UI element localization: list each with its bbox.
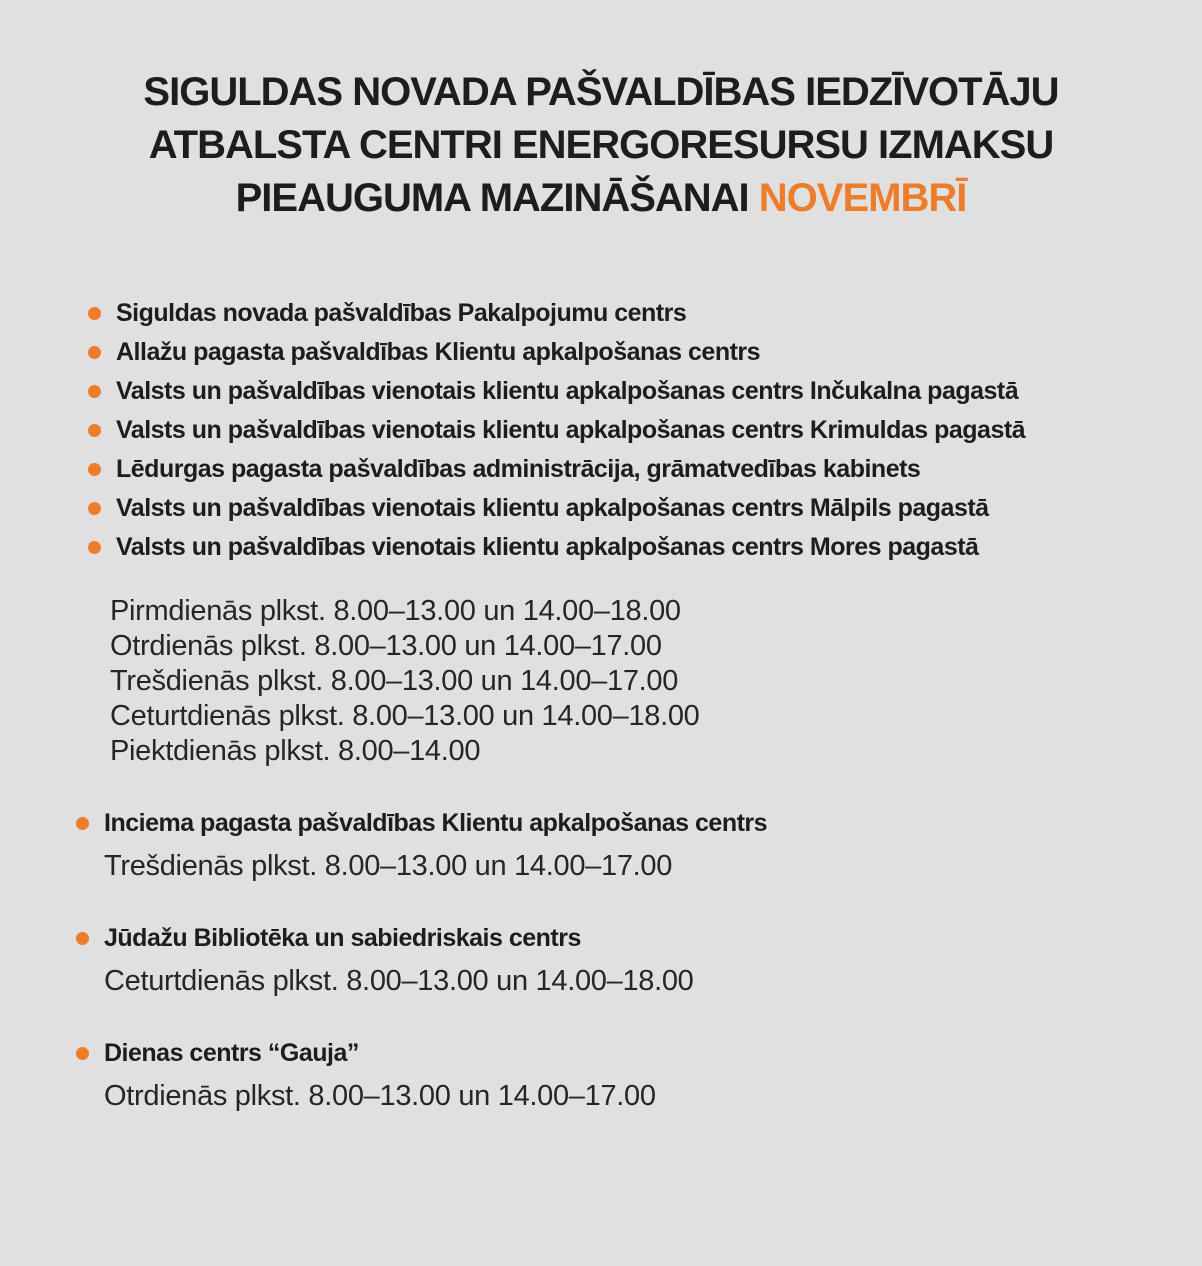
bullet-icon [88, 463, 101, 476]
title-line-1: SIGULDAS NOVADA PAŠVALDĪBAS IEDZĪVOTĀJU [143, 70, 1059, 114]
center-name: Valsts un pašvaldības vienotais klientu apkalpošanas centrs Inčukalna pagastā [116, 377, 1019, 405]
center-name: Lēdurgas pagasta pašvaldības administrācija, grāmatvedības kabinets [116, 455, 921, 483]
schedule-line: Otrdienās plkst. 8.00–13.00 un 14.00–17.00 [110, 630, 662, 662]
bullet-icon [76, 1047, 89, 1060]
center-name: Allažu pagasta pašvaldības Klientu apkalpošanas centrs [116, 338, 761, 366]
schedule-line: Pirmdienās plkst. 8.00–13.00 un 14.00–18.00 [110, 595, 681, 627]
list-item [88, 299, 1202, 327]
list-item [88, 494, 1202, 522]
main-centers-list [0, 299, 1202, 561]
schedule-line: Ceturtdienās plkst. 8.00–13.00 un 14.00–18.00 [104, 965, 694, 997]
list-item [88, 338, 1202, 366]
section-heading [76, 809, 1202, 837]
bullet-icon [76, 932, 89, 945]
bullet-icon [88, 541, 101, 554]
center-name: Inciema pagasta pašvaldības Klientu apkalpošanas centrs [104, 809, 768, 837]
center-name: Valsts un pašvaldības vienotais klientu apkalpošanas centrs Mores pagastā [116, 533, 979, 561]
poster [0, 66, 1202, 1266]
section-judazu [0, 924, 1202, 999]
schedule-line: Trešdienās plkst. 8.00–13.00 un 14.00–17.00 [104, 850, 673, 882]
title-line-2: ATBALSTA CENTRI ENERGORESURSU IZMAKSU [148, 123, 1054, 167]
list-item [88, 455, 1202, 483]
center-name: Valsts un pašvaldības vienotais klientu apkalpošanas centrs Mālpils pagastā [116, 494, 989, 522]
list-item [88, 377, 1202, 405]
section-gauja [0, 1039, 1202, 1114]
bullet-icon [88, 424, 101, 437]
main-schedule [0, 594, 1202, 769]
section-inciema [0, 809, 1202, 884]
bullet-icon [88, 385, 101, 398]
list-item [88, 416, 1202, 444]
page-title [36, 66, 1166, 225]
title-month-highlight: NOVEMBRĪ [758, 176, 967, 220]
list-item [88, 533, 1202, 561]
bullet-icon [76, 817, 89, 830]
schedule-line: Trešdienās plkst. 8.00–13.00 un 14.00–17.00 [110, 665, 679, 697]
bullet-icon [88, 307, 101, 320]
schedule-line: Otrdienās plkst. 8.00–13.00 un 14.00–17.00 [104, 1080, 656, 1112]
bullet-icon [88, 502, 101, 515]
bullet-icon [88, 346, 101, 359]
title-line-3-text: PIEAUGUMA MAZINĀŠANAI [235, 176, 759, 220]
schedule-line: Ceturtdienās plkst. 8.00–13.00 un 14.00–18.00 [110, 700, 700, 732]
center-name: Valsts un pašvaldības vienotais klientu apkalpošanas centrs Krimuldas pagastā [116, 416, 1026, 444]
section-heading [76, 924, 1202, 952]
section-heading [76, 1039, 1202, 1067]
schedule-line: Piektdienās plkst. 8.00–14.00 [110, 735, 481, 767]
center-name: Dienas centrs “Gauja” [104, 1039, 359, 1067]
center-name: Siguldas novada pašvaldības Pakalpojumu centrs [116, 299, 687, 327]
center-name: Jūdažu Bibliotēka un sabiedriskais centrs [104, 924, 581, 952]
title-line-3 [36, 172, 1166, 225]
